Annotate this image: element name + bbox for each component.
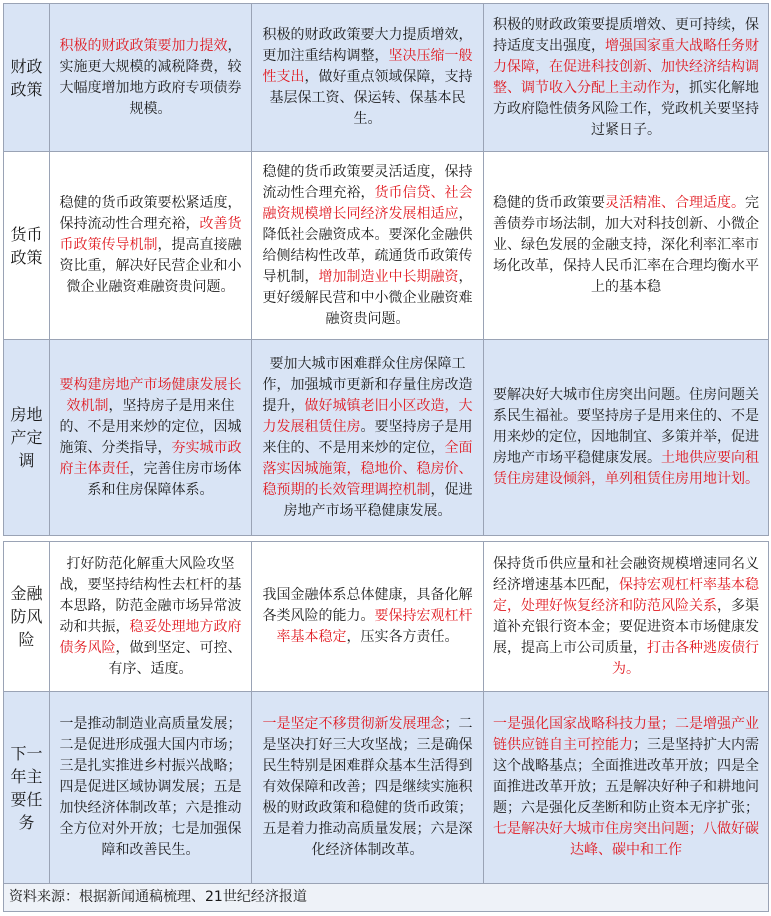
category-cell: 房地产定调 bbox=[4, 340, 50, 536]
text-seg: 完善债券市场法制，加大对科技创新、小微企业、绿色发展的金融支持，深化利率汇率市场化改革，保持人民币汇率在合理均衡水平上的基本稳 bbox=[493, 195, 759, 295]
text-seg: 灵活精准、合理适度。 bbox=[605, 195, 745, 211]
text-seg: 稳健的货币政策要松紧适度，保持流动性合理充裕， bbox=[59, 195, 242, 232]
text-seg: 要构建房地产市场健康发展长效机制 bbox=[59, 376, 242, 414]
cell-2019 bbox=[252, 4, 484, 152]
cell-2018 bbox=[50, 542, 252, 692]
row-real-estate bbox=[4, 340, 769, 536]
cell-2019 bbox=[252, 340, 484, 536]
row-monetary-policy bbox=[4, 152, 769, 340]
text-seg: ，抓实化解地方政府隐性债务风险工作，党政机关要坚持过紧日子。 bbox=[493, 79, 759, 138]
text-seg: 做好城镇老旧小区改造，大力发展租赁住房 bbox=[262, 397, 473, 435]
text-seg: 增强国家重大战略任务财力保障，在促进科技创新、加快经济结构调整、调节收入分配上主动作为 bbox=[493, 37, 759, 96]
row-financial-risk bbox=[4, 542, 769, 692]
text-seg: 积极的财政政策要大力提质增效，更加注重结构调整， bbox=[262, 27, 473, 64]
text-seg: ；三是坚持扩大内需这个战略基点；全面推进改革开放；四是全面推进改革开放；五是解决好种子和耕地问题；六是强化反垄断和防止资本无序扩张； bbox=[493, 737, 759, 816]
text-seg: 。要坚持房子是用来住的、不是用来炒的定位， bbox=[262, 418, 473, 456]
text-seg: 增加制造业中长期融资 bbox=[318, 268, 459, 285]
policy-table-bottom bbox=[3, 541, 769, 912]
text-seg: 改善货币政策传导机制 bbox=[59, 216, 242, 253]
row-fiscal-policy bbox=[4, 4, 769, 152]
text-seg: ，促进房地产市场平稳健康发展。 bbox=[283, 481, 473, 519]
cell-2020 bbox=[484, 542, 769, 692]
text-seg: 稳健的货币政策要灵活适度，保持流动性合理充裕， bbox=[262, 163, 473, 201]
text-seg: ，压实各方责任。 bbox=[346, 629, 459, 645]
cell-2020 bbox=[484, 4, 769, 152]
text-seg: 一是坚定不移贯彻新发展理念 bbox=[262, 716, 445, 732]
text-seg: ；二是坚决打好三大攻坚战；三是确保民生特别是困难群众基本生活得到有效保障和改善；四是继续实施积极的财政政策和稳健的货币政策；五是着力推动高质量发展；六是深化经济体制改革。 bbox=[262, 716, 473, 858]
row-source bbox=[4, 884, 769, 912]
policy-table-top bbox=[3, 3, 769, 536]
cell-2018 bbox=[50, 340, 252, 536]
text-seg: ，更好缓解民营和中小微企业融资难融资贵问题。 bbox=[262, 268, 473, 327]
text-seg: 保持宏观杠杆率基本稳定，处理好恢复经济和防范风险关系 bbox=[493, 576, 759, 614]
text-seg: 保持货币供应量和社会融资规模增速同名义经济增速基本匹配， bbox=[493, 555, 759, 593]
text-seg: ，做到坚定、可控、有序、适度。 bbox=[108, 639, 242, 677]
text-seg: 打好防范化解重大风险攻坚战，要坚持结构性去杠杆的基本思路，防范金融市场异常波动和共振， bbox=[59, 555, 242, 635]
text-seg: 夯实城市政府主体责任 bbox=[59, 439, 242, 477]
text-seg: ，实施更大规模的减税降费，较大幅度增加地方政府专项债券规模。 bbox=[59, 37, 242, 117]
text-seg: ，提高直接融资比重，解决好民营企业和小微企业融资难融资贵问题。 bbox=[59, 237, 242, 295]
text-seg: 要加大城市困难群众住房保障工作，加强城市更新和存量住房改造提升， bbox=[262, 355, 473, 414]
cell-2018 bbox=[50, 152, 252, 340]
text-seg: 积极的财政政策要加力提效 bbox=[59, 37, 228, 54]
text-seg: 我国金融体系总体健康，具备化解各类风险的能力。 bbox=[262, 587, 473, 624]
text-seg: 要保持宏观杠杆率基本稳定 bbox=[276, 608, 473, 645]
cell-2020 bbox=[484, 692, 769, 884]
cell-2019 bbox=[252, 152, 484, 340]
text-seg: ，降低社会融资成本。要深化金融供给侧结构性改革，疏通货币政策传导机制， bbox=[262, 205, 473, 285]
text-seg: 一是推动制造业高质量发展；二是促进形成强大国内市场；三是扎实推进乡村振兴战略；四是促进区域协调发展；五是加快经济体制改革；六是推动全方位对外开放；七是加强保障和改善民生。 bbox=[59, 716, 242, 858]
text-seg: 打击各种逃废债行为。 bbox=[612, 639, 759, 677]
text-seg: 稳妥处理地方政府债务风险 bbox=[59, 618, 242, 656]
category-cell: 下一年主要任务 bbox=[4, 692, 50, 884]
text-seg: 要解决好大城市住房突出问题。住房问题关系民生福祉。要坚持房子是用来住的、不是用来炒的定位，因地制宜、多策并举，促进房地产市场平稳健康发展。 bbox=[493, 387, 759, 466]
text-seg: ，坚持房子是用来住的、不是用来炒的定位，因城施策、分类指导， bbox=[59, 397, 242, 456]
text-seg: ，做好重点领域保障，支持基层保工资、保运转、保基本民生。 bbox=[269, 69, 473, 127]
cell-2019 bbox=[252, 692, 484, 884]
text-seg: 货币信贷、社会融资规模增长同经济发展相适应 bbox=[262, 184, 473, 222]
text-seg: 坚决压缩一般性支出 bbox=[262, 48, 473, 85]
text-seg: 积极的财政政策要提质增效、更可持续，保持适度支出强度， bbox=[493, 16, 759, 54]
category-cell: 货币政策 bbox=[4, 152, 50, 340]
text-seg: 一是强化国家战略科技力量；二是增强产业链供应链自主可控能力 bbox=[493, 716, 759, 753]
cell-2018 bbox=[50, 4, 252, 152]
text-seg: 七是解决好大城市住房突出问题；八做好碳达峰、碳中和工作 bbox=[493, 821, 759, 858]
category-cell: 金融防风险 bbox=[4, 542, 50, 692]
cell-2019 bbox=[252, 542, 484, 692]
row-next-year-tasks bbox=[4, 692, 769, 884]
text-seg: 土地供应要向租赁住房建设倾斜，单列租赁住房用地计划。 bbox=[493, 450, 759, 487]
text-seg: 全面落实因城施策，稳地价、稳房价、稳预期的长效管理调控机制 bbox=[262, 439, 473, 498]
category-cell: 财政政策 bbox=[4, 4, 50, 152]
text-seg: ，多渠道补充银行资本金；要促进资本市场健康发展，提高上市公司质量， bbox=[493, 597, 759, 656]
cell-2020 bbox=[484, 340, 769, 536]
source-note: 资料来源：根据新闻通稿梳理、21世纪经济报道 bbox=[4, 884, 769, 912]
text-seg: 稳健的货币政策要 bbox=[493, 195, 605, 211]
text-seg: ，完善住房市场体系和住房保障体系。 bbox=[87, 460, 242, 498]
cell-2020 bbox=[484, 152, 769, 340]
cell-2018 bbox=[50, 692, 252, 884]
